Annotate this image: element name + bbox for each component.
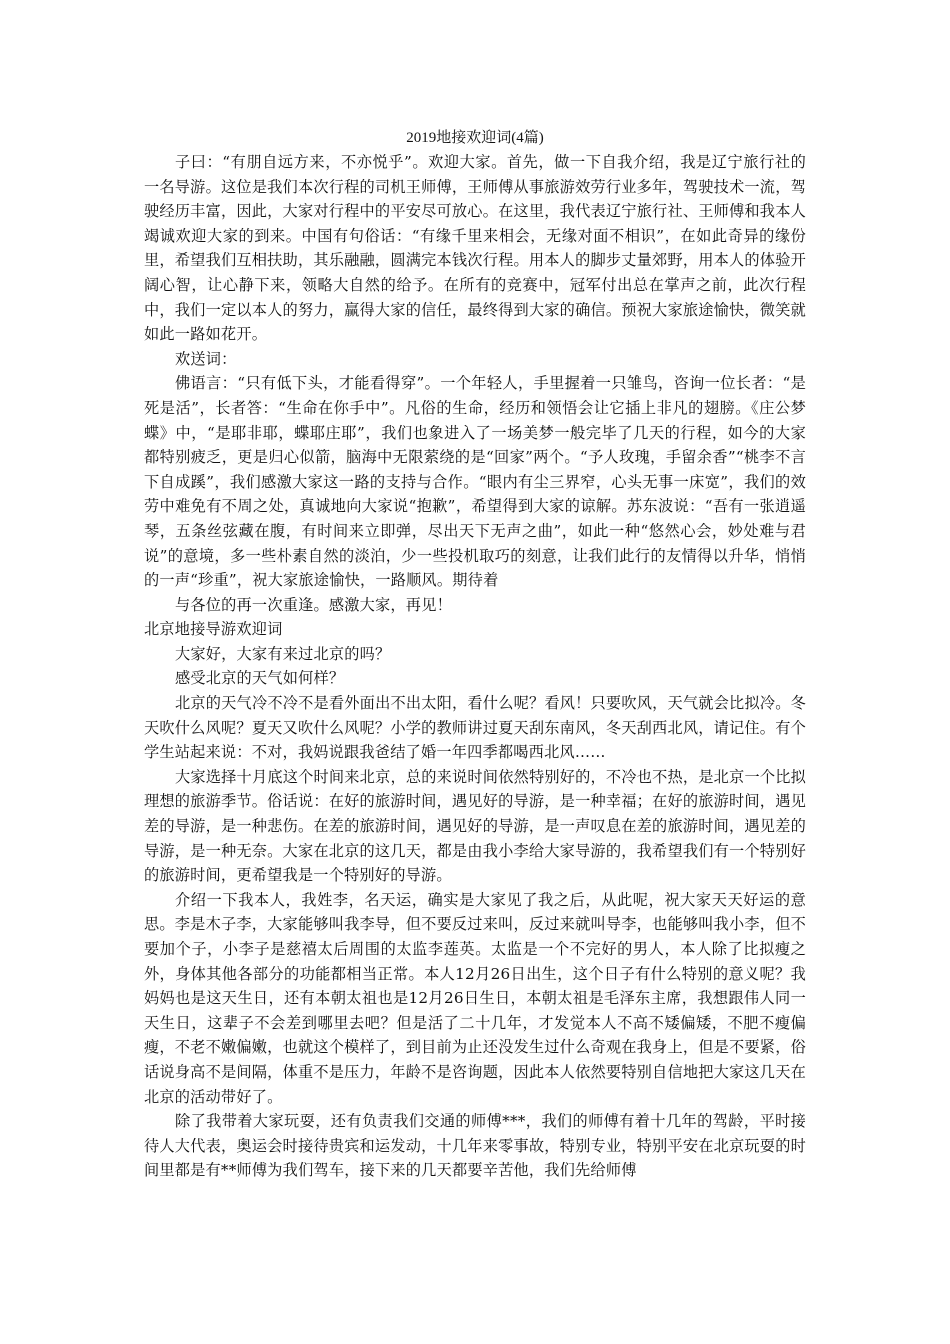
document-title: 2019地接欢迎词(4篇) [406, 130, 544, 146]
paragraph-season: 大家选择十月底这个时间来北京，总的来说时间依然特别好的，不冷也不热，是北京一个比拟理想的旅游季节。俗话说：在好的旅游时间，遇见好的导游，是一种幸福；在好的旅游时间，遇见差的导游，是一种悲伤。在差的旅游时间，遇见好的导游，是一声叹息在差的旅游时间，遇见差的导游，是一种无奈。大家在北京的这几天，都是由我小李给大家导游的，我希望我们有一个特别好的旅游时间，更希望我是一个特别好的导游。 [144, 767, 806, 885]
section-heading-beijing: 北京地接导游欢迎词 [144, 620, 283, 639]
document-page [144, 128, 806, 1183]
paragraph-greeting: 大家好，大家有来过北京的吗？ [175, 644, 391, 663]
paragraph-farewell-heading: 欢送词： [175, 349, 237, 368]
paragraph-driver-intro: 除了我带着大家玩耍，还有负责我们交通的师傅***，我们的师傅有着十几年的驾龄，平时接待人大代表，奥运会时接待贵宾和运发动，十几年来零事故，特别专业，特别平安在北京玩耍的时间里都是有**师傅为我们驾车，接下来的几天都要辛苦他，我们先给师傅 [144, 1112, 806, 1180]
paragraph-farewell-closing: 与各位的再一次重逢。感激大家，再见！ [175, 595, 452, 614]
paragraph-self-intro: 介绍一下我本人，我姓李，名天运，确实是大家见了我之后，从此呢，祝大家天天好运的意思。李是木子李，大家能够叫我李导，但不要反过来叫，反过来就叫导李，也能够叫我小李，但不要加个子，小李子是慈禧太后周围的太监李莲英。太监是一个不完好的男人，本人除了比拟瘦之外，身体其他各部分的功能都相当正常。本人12月26日出生，这个日子有什么特别的意义呢？我妈妈也是这天生日，还有本朝太祖也是12月26日生日，本朝太祖是毛泽东主席，我想跟伟人同一天生日，这辈子不会差到哪里去吧？但是活了二十几年，才发觉本人不高不矮偏矮，不肥不瘦偏瘦，不老不嫩偏嫩，也就这个模样了，到目前为止还没发生过什么奇观在我身上，但是不要紧，俗话说身高不是间隔，体重不是压力，年龄不是咨询题，因此本人依然要特别自信地把大家这几天在北京的活动带好了。 [144, 890, 806, 1106]
paragraph-welcome-intro: 子曰：“有朋自远方来，不亦悦乎”。欢迎大家。首先，做一下自我介绍，我是辽宁旅行社的一名导游。这位是我们本次行程的司机王师傅，王师傅从事旅游效劳行业多年，驾驶技术一流，驾驶经历丰富，因此，大家对行程中的平安尽可放心。在这里，我代表辽宁旅行社、王师傅和我本人竭诚欢迎大家的到来。中国有句俗话：“有缘千里来相会，无缘对面不相识”，在如此奇异的缘份里，希望我们互相扶助，其乐融融，圆满完本钱次行程。用本人的脚步丈量郊野，用本人的体验开阔心智，让心静下来，领略大自然的给予。在所有的竞赛中，冠军付出总在掌声之前，此次行程中，我们一定以本人的努力，赢得大家的信任，最终得到大家的确信。预祝大家旅途愉快，微笑就如此一路如花开。 [144, 153, 806, 344]
paragraph-weather: 北京的天气冷不冷不是看外面出不出太阳，看什么呢？看风！只要吹风，天气就会比拟冷。冬天吹什么风呢？夏天又吹什么风呢？小学的教师讲过夏天刮东南风，冬天刮西北风，请记住。有个学生站起来说：不对，我妈说跟我爸结了婚一年四季都喝西北风…… [144, 694, 806, 762]
paragraph-weather-question: 感受北京的天气如何样？ [175, 669, 345, 688]
paragraph-farewell-body: 佛语言：“只有低下头，才能看得穿”。一个年轻人，手里握着一只雏鸟，咨询一位长者：“是死是活”，长者答：“生命在你手中”。凡俗的生命，经历和领悟会让它插上非凡的翅膀。《庄公梦蝶》中，“是耶非耶，蝶耶庄耶”，我们也象进入了一场美梦一般完毕了几天的行程，如今的大家都特别疲乏，更是归心似箭，脑海中无限萦绕的是“回家”两个。“予人玫瑰，手留余香”“桃李不言下自成蹊”，我们感激大家这一路的支持与合作。“眼内有尘三界窄，心头无事一床宽”，我们的效劳中难免有不周之处，真诚地向大家说“抱歉”，希望得到大家的谅解。苏东波说：“吾有一张逍遥琴，五条丝弦藏在腹，有时间来立即弹，尽出天下无声之曲”，如此一种“悠然心会，妙处难与君说”的意境，多一些朴素自然的淡泊，少一些投机取巧的刻意，让我们此行的友情得以升华，悄悄的一声“珍重”，祝大家旅途愉快，一路顺风。期待着 [144, 374, 806, 590]
